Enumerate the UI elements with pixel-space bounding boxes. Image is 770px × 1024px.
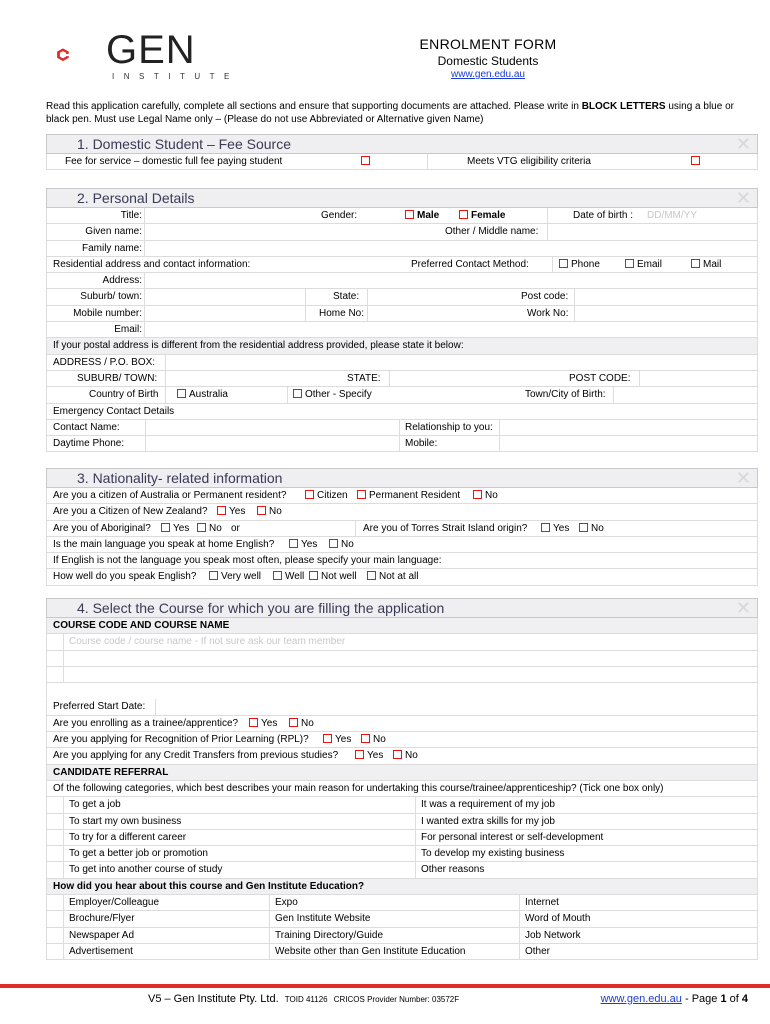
home-no-label: Home No: xyxy=(319,307,365,319)
well-label: Well xyxy=(285,571,305,583)
nz-no-label: No xyxy=(269,506,282,518)
referral-question: Of the following categories, which best describes your main reason for undertaking this course/trainee/apprenticeship? (Tick one box only) xyxy=(53,782,664,794)
state-label: State: xyxy=(333,291,360,303)
reason-right-label[interactable]: For personal interest or self-development xyxy=(421,831,604,843)
pobox-label: ADDRESS / P.O. BOX: xyxy=(53,356,156,368)
reasons-list xyxy=(46,797,758,878)
nz-question: Are you a Citizen of New Zealand? xyxy=(53,506,208,518)
gender-label: Gender: xyxy=(321,210,358,221)
nz-yes-checkbox[interactable] xyxy=(217,506,226,515)
emergency-mobile-label: Mobile: xyxy=(405,438,438,450)
phone-option-label: Phone xyxy=(571,258,600,270)
reason-row xyxy=(46,862,758,878)
other-country-label: Other - Specify xyxy=(305,389,372,401)
very-well-checkbox[interactable] xyxy=(209,571,218,580)
gen-institute-logo xyxy=(56,30,106,80)
english-no-checkbox[interactable] xyxy=(329,539,338,548)
ct-no-label: No xyxy=(405,750,418,762)
close-icon: ✕ xyxy=(735,468,751,488)
fee-for-service-label: Fee for service – domestic full fee paying student xyxy=(65,156,283,167)
or-label: or xyxy=(231,522,240,534)
aboriginal-no-label: No xyxy=(209,522,222,534)
hear-row xyxy=(46,895,758,911)
given-name-label: Given name: xyxy=(85,226,142,238)
not-at-all-checkbox[interactable] xyxy=(367,571,376,580)
permanent-resident-checkbox[interactable] xyxy=(357,490,366,499)
female-label: Female xyxy=(471,210,506,221)
country-birth-label: Country of Birth xyxy=(89,389,159,401)
postal-postcode-label: POST CODE: xyxy=(569,372,631,384)
suburb-label: Suburb/ town: xyxy=(80,291,142,303)
aboriginal-no-checkbox[interactable] xyxy=(197,523,206,532)
mail-checkbox[interactable] xyxy=(691,259,700,268)
hear-option[interactable]: Expo xyxy=(275,897,298,909)
hear-list xyxy=(46,895,758,960)
not-well-checkbox[interactable] xyxy=(309,571,318,580)
reason-row xyxy=(46,814,758,830)
preferred-contact-label: Preferred Contact Method: xyxy=(411,258,529,270)
hear-row xyxy=(46,911,758,927)
hear-option[interactable]: Training Directory/Guide xyxy=(275,929,384,941)
hear-option[interactable]: Word of Mouth xyxy=(525,913,591,925)
well-checkbox[interactable] xyxy=(273,571,282,580)
postal-state-label: STATE: xyxy=(347,372,381,384)
citizen-no-checkbox[interactable] xyxy=(473,490,482,499)
torres-question: Are you of Torres Strait Island origin? xyxy=(363,522,528,534)
citizen-no-label: No xyxy=(485,490,498,501)
middle-name-label: Other / Middle name: xyxy=(445,226,539,238)
email-label: Email: xyxy=(114,324,142,336)
email-checkbox[interactable] xyxy=(625,259,634,268)
reason-right-label[interactable]: Other reasons xyxy=(421,864,485,876)
reason-left-label[interactable]: To get a better job or promotion xyxy=(69,848,208,860)
contact-name-label: Contact Name: xyxy=(53,421,120,433)
title-label: Title: xyxy=(120,210,142,221)
very-well-label: Very well xyxy=(221,571,262,583)
mail-option-label: Mail xyxy=(703,258,722,270)
section-course xyxy=(46,598,758,960)
logo-text: GEN xyxy=(106,28,196,72)
daytime-phone-label: Daytime Phone: xyxy=(53,438,125,450)
fee-for-service-checkbox[interactable] xyxy=(361,156,370,165)
close-icon: ✕ xyxy=(735,188,751,208)
dob-input[interactable]: DD/MM/YY xyxy=(647,210,697,221)
reason-left-label[interactable]: To get a job xyxy=(69,799,121,811)
hear-option[interactable]: Gen Institute Website xyxy=(275,913,371,925)
aboriginal-yes-label: Yes xyxy=(173,522,190,534)
postal-note: If your postal address is different from the residential address provided, please state it below: xyxy=(53,340,464,352)
ct-no-checkbox[interactable] xyxy=(393,750,402,759)
section-2-heading: 2. Personal Details ✕ xyxy=(46,188,758,208)
footer-left: V5 – Gen Institute Pty. Ltd. TOID 41126 CRICOS Provider Number: 03572F xyxy=(148,993,460,1005)
hear-heading: How did you hear about this course and Gen Institute Education? xyxy=(53,880,365,892)
english-home-question: Is the main language you speak at home English? xyxy=(53,538,275,550)
other-country-checkbox[interactable] xyxy=(293,389,302,398)
reason-right-label[interactable]: It was a requirement of my job xyxy=(421,799,555,811)
english-yes-checkbox[interactable] xyxy=(289,539,298,548)
reason-right-label[interactable]: I wanted extra skills for my job xyxy=(421,815,555,827)
section-personal-details xyxy=(46,188,758,452)
reason-row xyxy=(46,846,758,862)
male-label: Male xyxy=(417,210,440,221)
section-4-heading: 4. Select the Course for which you are filling the application ✕ xyxy=(46,598,758,618)
ct-yes-checkbox[interactable] xyxy=(355,750,364,759)
course-code-heading: COURSE CODE AND COURSE NAME xyxy=(53,620,230,631)
close-icon: ✕ xyxy=(735,598,751,618)
credit-transfer-question: Are you applying for any Credit Transfers from previous studies? xyxy=(53,750,339,762)
dob-label: Date of birth : xyxy=(573,210,634,221)
reason-row xyxy=(46,830,758,846)
trainee-yes-checkbox[interactable] xyxy=(249,718,258,727)
footer-right: www.gen.edu.au - Page 1 of 4 xyxy=(600,993,748,1005)
hear-option[interactable]: Internet xyxy=(525,897,559,909)
phone-checkbox[interactable] xyxy=(559,259,568,268)
aboriginal-question: Are you of Aboriginal? xyxy=(53,522,151,534)
permanent-resident-label: Permanent Resident xyxy=(369,490,461,501)
torres-yes-label: Yes xyxy=(553,522,570,534)
footer-rule xyxy=(0,984,770,988)
header-url-link[interactable]: www.gen.edu.au xyxy=(451,69,525,80)
hear-option[interactable]: Brochure/Flyer xyxy=(69,913,135,925)
trainee-yes-label: Yes xyxy=(261,717,278,729)
male-checkbox[interactable] xyxy=(405,210,414,219)
emergency-heading: Emergency Contact Details xyxy=(53,405,175,417)
hear-option[interactable]: Advertisement xyxy=(69,945,133,957)
hear-option[interactable]: Newspaper Ad xyxy=(69,929,135,941)
email-option-label: Email xyxy=(637,258,663,270)
english-level-question: How well do you speak English? xyxy=(53,571,197,583)
ct-yes-label: Yes xyxy=(367,750,384,762)
english-yes-label: Yes xyxy=(301,538,318,550)
section-nationality xyxy=(46,468,758,586)
citizen-question: Are you a citizen of Australia or Permanent resident? xyxy=(53,490,287,501)
not-well-label: Not well xyxy=(321,571,357,583)
main-language-question: If English is not the language you speak most often, please specify your main language: xyxy=(53,555,442,567)
torres-no-checkbox[interactable] xyxy=(579,523,588,532)
hear-option[interactable]: Website other than Gen Institute Education xyxy=(275,945,466,957)
australia-label: Australia xyxy=(189,389,228,401)
reason-left-label[interactable]: To start my own business xyxy=(69,815,182,827)
rpl-yes-label: Yes xyxy=(335,734,352,746)
trainee-no-label: No xyxy=(301,717,314,729)
section-3-heading: 3. Nationality- related information ✕ xyxy=(46,468,758,488)
reason-right-label[interactable]: To develop my existing business xyxy=(421,848,565,860)
rpl-no-label: No xyxy=(373,734,386,746)
postcode-label: Post code: xyxy=(521,291,569,303)
female-checkbox[interactable] xyxy=(459,210,468,219)
hear-option[interactable]: Other xyxy=(525,945,551,957)
postal-suburb-label: SUBURB/ TOWN: xyxy=(77,372,158,384)
family-name-label: Family name: xyxy=(81,242,142,254)
candidate-referral-heading: CANDIDATE REFERRAL xyxy=(53,766,169,778)
nz-no-checkbox[interactable] xyxy=(257,506,266,515)
torres-no-label: No xyxy=(591,522,604,534)
form-subtitle: Domestic Students xyxy=(437,54,539,68)
citizen-checkbox[interactable] xyxy=(305,490,314,499)
hear-option[interactable]: Employer/Colleague xyxy=(69,897,160,909)
reason-left-label[interactable]: To get into another course of study xyxy=(69,864,223,876)
rpl-yes-checkbox[interactable] xyxy=(323,734,332,743)
section-fee-source xyxy=(46,134,758,170)
rpl-question: Are you applying for Recognition of Prior Learning (RPL)? xyxy=(53,734,309,746)
australia-checkbox[interactable] xyxy=(177,389,186,398)
vtg-label: Meets VTG eligibility criteria xyxy=(467,156,591,167)
reason-left-label[interactable]: To try for a different career xyxy=(69,831,187,843)
reason-row xyxy=(46,797,758,813)
start-date-label: Preferred Start Date: xyxy=(53,701,146,713)
hear-row xyxy=(46,928,758,944)
trainee-no-checkbox[interactable] xyxy=(289,718,298,727)
relationship-label: Relationship to you: xyxy=(405,421,493,433)
residential-label: Residential address and contact information: xyxy=(53,258,251,270)
section-1-heading: 1. Domestic Student – Fee Source ✕ xyxy=(46,134,758,154)
work-no-label: Work No: xyxy=(527,307,569,319)
trainee-question: Are you enrolling as a trainee/apprentice? xyxy=(53,717,239,729)
aboriginal-yes-checkbox[interactable] xyxy=(161,523,170,532)
logo-subtext: INSTITUTE xyxy=(112,72,239,81)
footer-url-link[interactable]: www.gen.edu.au xyxy=(600,993,682,1005)
english-no-label: No xyxy=(341,538,354,550)
rpl-no-checkbox[interactable] xyxy=(361,734,370,743)
not-at-all-label: Not at all xyxy=(379,571,419,583)
hear-row xyxy=(46,944,758,960)
town-birth-label: Town/City of Birth: xyxy=(525,389,606,401)
form-header xyxy=(378,36,598,80)
address-label: Address: xyxy=(102,275,142,287)
intro-text: Read this application carefully, complete all sections and ensure that supporting documents are attached. Please write in BLOCK LETTERS using a blue or black pen. Must use Legal Name only – (Please do not use Abbreviated or Alternative given Name) xyxy=(46,101,734,125)
vtg-checkbox[interactable] xyxy=(691,156,700,165)
torres-yes-checkbox[interactable] xyxy=(541,523,550,532)
nz-yes-label: Yes xyxy=(229,506,246,518)
close-icon: ✕ xyxy=(735,134,751,154)
citizen-label: Citizen xyxy=(317,490,348,501)
hear-option[interactable]: Job Network xyxy=(525,929,581,941)
form-title: ENROLMENT FORM xyxy=(419,36,557,52)
course-input-1[interactable]: Course code / course name - If not sure ask our team member xyxy=(69,636,346,648)
mobile-label: Mobile number: xyxy=(73,307,142,319)
